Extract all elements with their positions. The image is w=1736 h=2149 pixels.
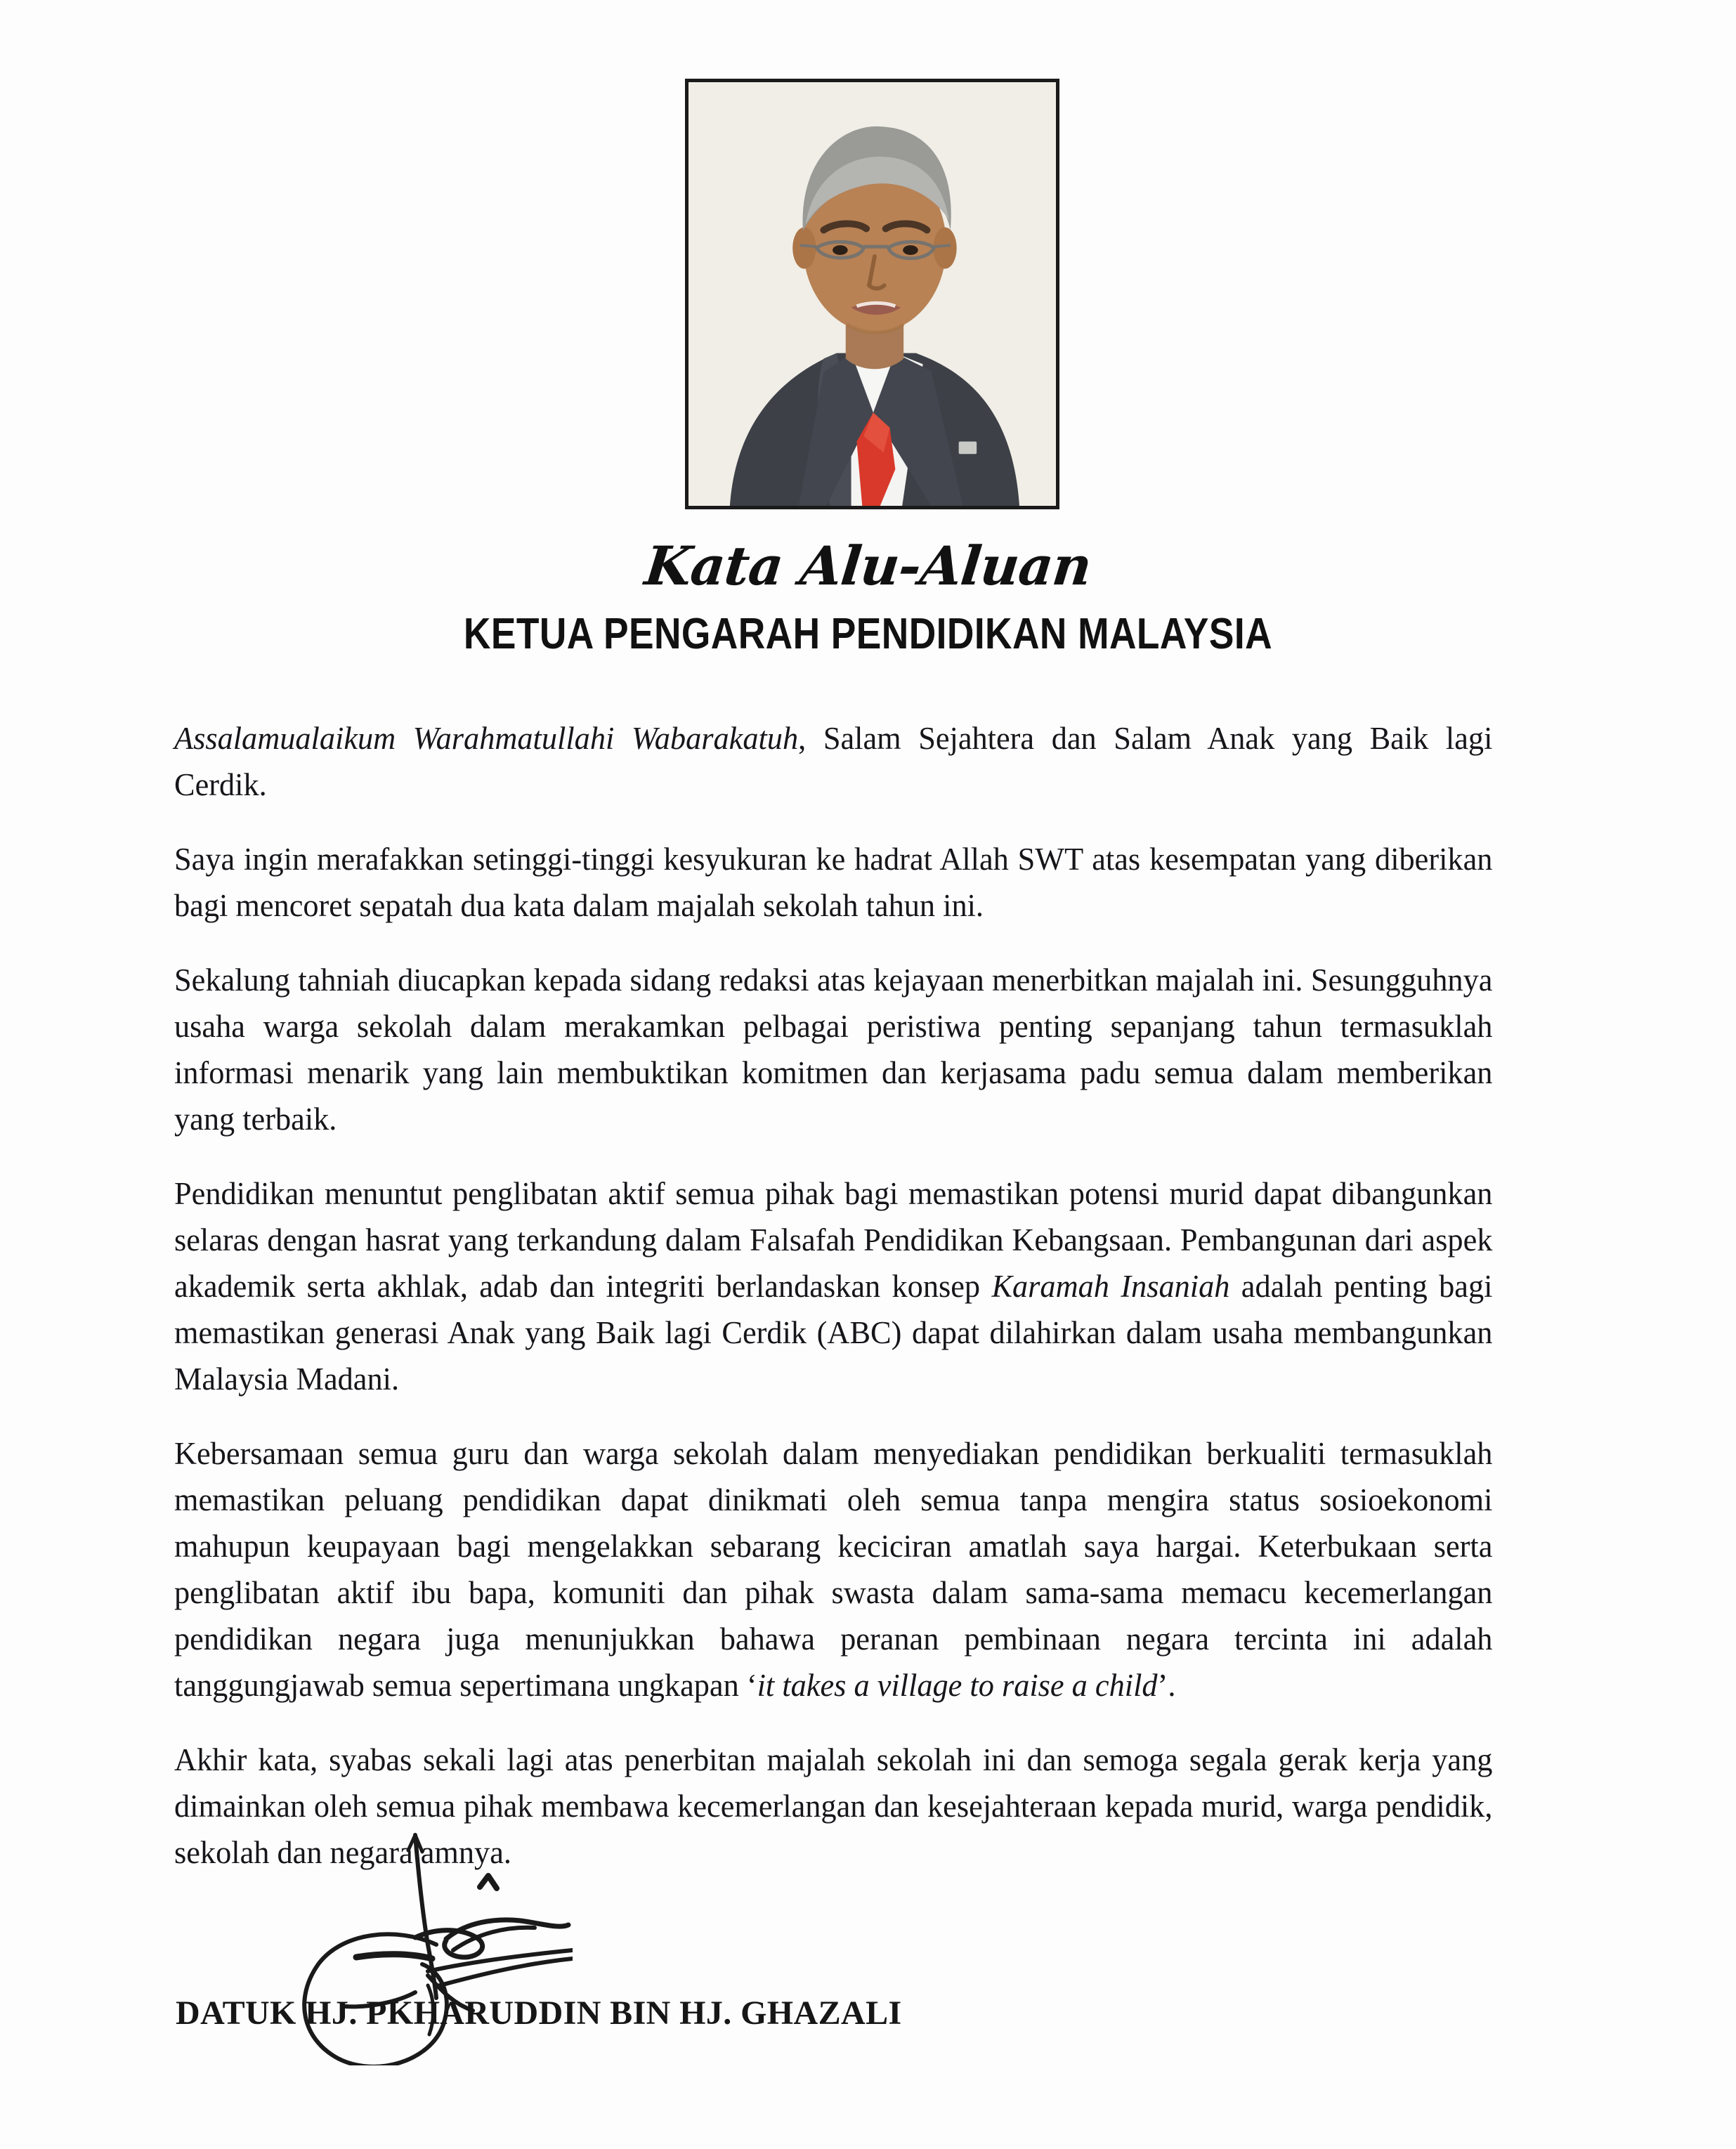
portrait-photo-image [688, 82, 1056, 506]
script-heading: Kata Alu-Aluan [641, 535, 1095, 597]
paragraph: Assalamualaikum Warahmatullahi Wabarakatuh, Salam Sejahtera dan Salam Anak yang Baik lagi Cerdik. [174, 721, 1493, 802]
paragraph: Sekalung tahniah diucapkan kepada sidang redaksi atas kejayaan menerbitkan majalah ini. Sesungguhnya usaha warga sekolah dalam merakamkan pelbagai peristiwa penting sepanjang tahun termasuklah informasi menarik yang lain membuktikan komitmen dan kerjasama padu semua dalam memberikan yang terbaik. [174, 962, 1493, 1137]
paragraph: Pendidikan menuntut penglibatan aktif semua pihak bagi memastikan potensi murid dapat dibangunkan selaras dengan hasrat yang terkandung dalam Falsafah Pendidikan Kebangsaan. Pembangunan dari aspek akademik serta akhlak, adab dan integriti berlandaskan konsep Karamah Insaniah adalah penting bagi memastikan generasi Anak yang Baik lagi Cerdik (ABC) dapat dilahirkan dalam usaha membangunkan Malaysia Madani. [174, 1176, 1493, 1397]
portrait-illustration [688, 82, 1056, 506]
signer-name: DATUK HJ. PKHARUDDIN BIN HJ. GHAZALI [176, 1994, 902, 2032]
paragraph: Akhir kata, syabas sekali lagi atas penerbitan majalah sekolah ini dan semoga segala gerak kerja yang dimainkan oleh semua pihak membawa kecemerlangan dan kesejahteraan kepada murid, warga pendidik, sekolah dan negara amnya. [174, 1742, 1493, 1870]
paragraph: Kebersamaan semua guru dan warga sekolah dalam menyediakan pendidikan berkualiti termasuklah memastikan peluang pendidikan dapat dinikmati oleh semua tanpa mengira status sosioekonomi mahupun keupayaan bagi mengelakkan sebarang keciciran amatlah saya hargai. Keterbukaan serta penglibatan aktif ibu bapa, komuniti dan pihak swasta dalam sama-sama memacu kecemerlangan pendidikan negara juga menunjukkan bahawa peranan pembinaan negara tercinta ini adalah tanggungjawab semua sepertimana ungkapan ‘it takes a village to raise a child’. [174, 1436, 1493, 1703]
page-title: KETUA PENGARAH PENDIDIKAN MALAYSIA [463, 610, 1273, 658]
paragraph: Saya ingin merafakkan setinggi-tinggi kesyukuran ke hadrat Allah SWT atas kesempatan yang diberikan bagi mencoret sepatah dua kata dalam majalah sekolah tahun ini. [174, 842, 1493, 923]
letter-body [174, 715, 1513, 1876]
portrait-photo [685, 79, 1059, 509]
